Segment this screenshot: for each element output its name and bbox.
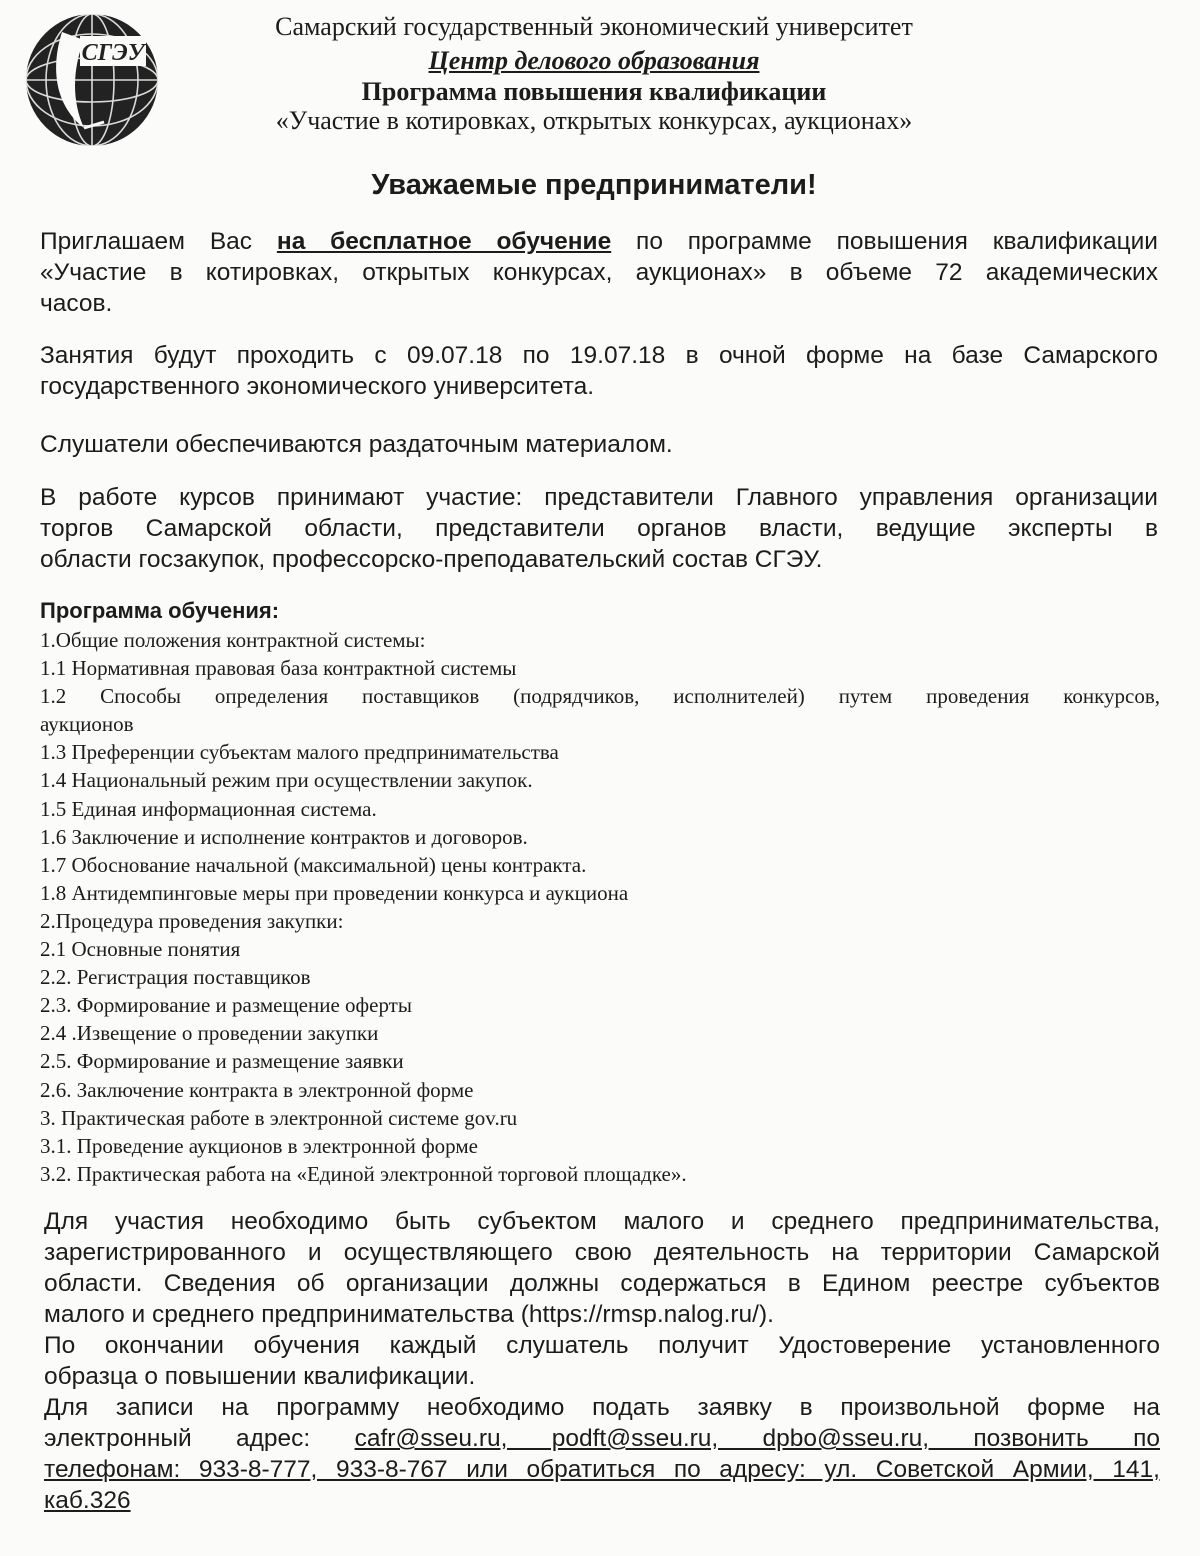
program-item: 1.5 Единая информационная система.: [40, 796, 377, 821]
conditions-line-7: Для записи на программу необходимо подать заявку в произвольной форме на: [44, 1394, 1160, 1421]
program-item: 1.7 Обоснование начальной (максимальной) цены контракта.: [40, 852, 587, 877]
schedule-line-1: Занятия будут проходить с 09.07.18 по 19.07.18 в очной форме на базе Самарского: [40, 342, 1158, 369]
program-item: 3.1. Проведение аукционов в электронной форме: [40, 1133, 478, 1158]
email-addresses[interactable]: cafr@sseu.ru, podft@sseu.ru, dpbo@sseu.ru, позвонить по: [354, 1425, 1160, 1452]
program-item: 2.4 .Извещение о проведении закупки: [40, 1021, 379, 1046]
program-type: Программа повышения квалификации: [361, 77, 827, 106]
participants-line-3: области госзакупок, профессорско-преподавательский состав СГЭУ.: [40, 546, 823, 573]
intro-text-a: Приглашаем Вас: [40, 228, 277, 255]
conditions-line-8: [44, 1423, 1160, 1454]
room-number: каб.326: [44, 1487, 131, 1514]
program-item: 1.6 Заключение и исполнение контрактов и договоров.: [40, 824, 528, 849]
participants-line-2: торгов Самарской области, представители органов власти, ведущие эксперты в: [40, 515, 1158, 542]
conditions-line-5: По окончании обучения каждый слушатель получит Удостоверение установленного: [44, 1332, 1160, 1359]
conditions-line-6: образца о повышении квалификации.: [44, 1363, 476, 1390]
logo-letters: СГЭУ: [81, 40, 145, 66]
materials-line: Слушатели обеспечиваются раздаточным материалом.: [40, 431, 673, 458]
program-item: 3.2. Практическая работа на «Единой электронной торговой площадке».: [40, 1161, 687, 1186]
program-item: аукционов: [40, 712, 134, 737]
program-title: Программа обучения:: [40, 598, 280, 623]
intro-line-3: часов.: [40, 290, 113, 317]
program-item: 3. Практическая работе в электронной системе gov.ru: [40, 1105, 518, 1130]
free-training-highlight: на бесплатное обучение: [276, 228, 612, 255]
greeting-heading: Уважаемые предприниматели!: [371, 169, 817, 201]
program-item: 2.5. Формирование и размещение заявки: [40, 1049, 404, 1074]
schedule-line-2: государственного экономического университета.: [40, 373, 595, 400]
program-item: 2.2. Регистрация поставщиков: [40, 965, 311, 990]
email-lead-text: электронный адрес:: [44, 1425, 355, 1452]
program-item: 1.1 Нормативная правовая база контрактной системы: [40, 656, 517, 681]
program-item: 1.Общие положения контрактной системы:: [40, 628, 426, 652]
participants-line-1: В работе курсов принимают участие: представители Главного управления организации: [40, 484, 1158, 511]
phone-address-line[interactable]: телефонам: 933-8-777, 933-8-767 или обратиться по адресу: ул. Советской Армии, 141,: [44, 1456, 1160, 1483]
participants-paragraph: [40, 482, 1158, 575]
program-name: «Участие в котировках, открытых конкурсах, аукционах»: [275, 106, 913, 135]
conditions-line-1: Для участия необходимо быть субъектом малого и среднего предпринимательства,: [44, 1208, 1160, 1235]
materials-paragraph: [40, 429, 1158, 460]
program-item: 1.4 Национальный режим при осуществлении закупок.: [40, 768, 533, 793]
conditions-line-4: малого и среднего предпринимательства (https://rmsp.nalog.ru/).: [44, 1301, 774, 1328]
schedule-paragraph: [40, 340, 1158, 402]
program-item: 1.8 Антидемпинговые меры при проведении конкурса и аукциона: [40, 880, 629, 905]
conditions-line-2: зарегистрированного и осуществляющего свою деятельность на территории Самарской: [44, 1239, 1160, 1266]
program-item: 2.1 Основные понятия: [40, 937, 241, 962]
intro-paragraph: [40, 226, 1158, 319]
program-item: 1.2 Способы определения поставщиков (подрядчиков, исполнителей) путем проведения конкурсов,: [40, 684, 1160, 709]
intro-text-c: по программе повышения квалификации: [611, 228, 1158, 255]
program-item: 2.Процедура проведения закупки:: [40, 908, 344, 933]
program-list: [40, 626, 1160, 1188]
center-name: Центр делового образования: [428, 46, 760, 75]
conditions-paragraph: [44, 1206, 1160, 1516]
program-item: 2.6. Заключение контракта в электронной форме: [40, 1077, 474, 1102]
conditions-line-3: области. Сведения об организации должны содержаться в Едином реестре субъектов: [44, 1270, 1160, 1297]
intro-line-2: «Участие в котировках, открытых конкурсах, аукционах» в объеме 72 академических: [40, 259, 1158, 286]
program-item: 2.3. Формирование и размещение оферты: [40, 993, 412, 1018]
university-name: Самарский государственный экономический университет: [275, 12, 913, 41]
intro-line-1: [40, 226, 1158, 257]
program-item: 1.3 Преференции субъектам малого предпринимательства: [40, 740, 559, 765]
